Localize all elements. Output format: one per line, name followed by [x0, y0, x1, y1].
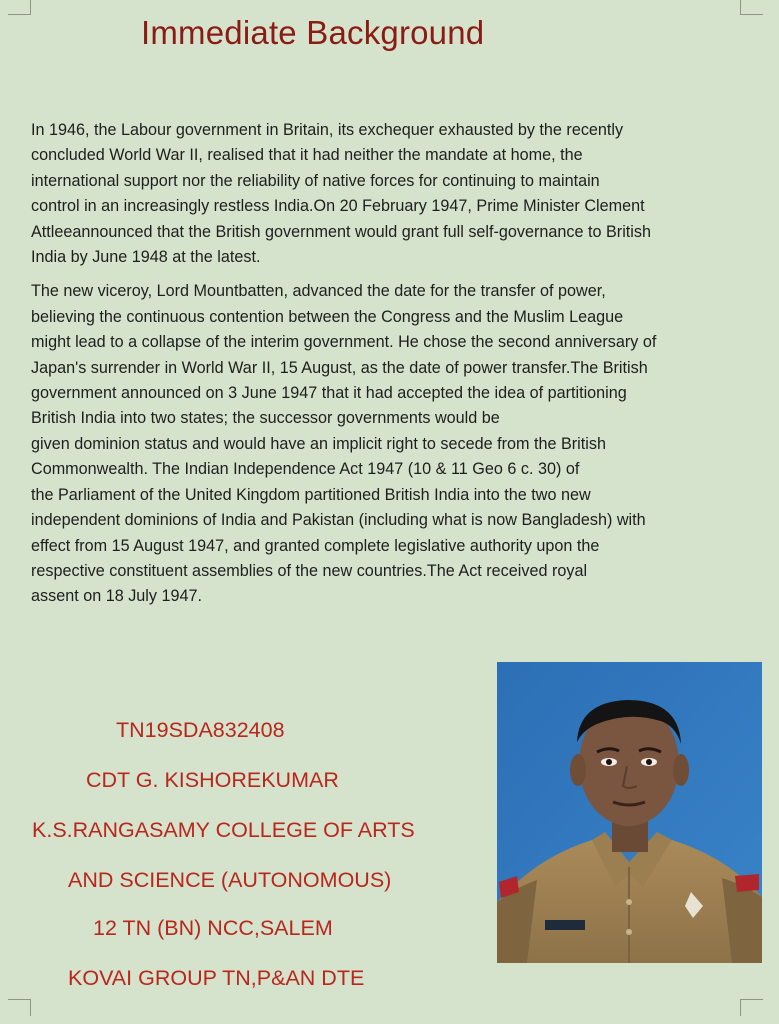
college-name-line-2: AND SCIENCE (AUTONOMOUS) — [68, 868, 392, 892]
crop-mark-top-left — [8, 0, 31, 15]
cadet-name: CDT G. KISHOREKUMAR — [86, 768, 339, 792]
body-text — [31, 118, 743, 619]
college-name-line-1: K.S.RANGASAMY COLLEGE OF ARTS — [32, 818, 415, 842]
text-line: British India into two states; the successor governments would be — [31, 409, 500, 428]
paragraph-2 — [31, 279, 743, 609]
text-line: the Parliament of the United Kingdom partitioned British India into the two new — [31, 485, 591, 504]
page-title: Immediate Background — [141, 14, 485, 51]
text-line: Commonwealth. The Indian Independence Act 1947 (10 & 11 Geo 6 c. 30) of — [31, 460, 580, 479]
ncc-group: KOVAI GROUP TN,P&AN DTE — [68, 966, 365, 990]
text-line: In 1946, the Labour government in Britain, its exchequer exhausted by the recently — [31, 121, 624, 139]
paragraph-1 — [31, 118, 743, 270]
text-line: assent on 18 July 1947. — [31, 587, 202, 606]
crop-mark-bottom-right — [740, 999, 763, 1016]
text-line: independent dominions of India and Pakistan (including what is now Bangladesh) with — [31, 511, 646, 530]
cadet-portrait-photo — [497, 662, 762, 963]
text-line: Attleeannounced that the British government would grant full self-governance to British — [31, 222, 651, 241]
text-line: respective constituent assemblies of the new countries.The Act received royal — [31, 561, 588, 580]
crop-mark-top-right — [740, 0, 763, 15]
portrait-illustration — [497, 662, 762, 963]
text-line: given dominion status and would have an implicit right to secede from the British — [31, 434, 606, 453]
text-line: might lead to a collapse of the interim government. He chose the second anniversary of — [31, 333, 657, 352]
text-line: Japan's surrender in World War II, 15 August, as the date of power transfer.The British — [31, 358, 648, 377]
text-line: government announced on 3 June 1947 that it had accepted the idea of partitioning — [31, 384, 627, 403]
text-line: India by June 1948 at the latest. — [31, 248, 261, 267]
text-line: control in an increasingly restless India.On 20 February 1947, Prime Minister Clement — [31, 197, 645, 216]
text-line: international support nor the reliability of native forces for continuing to maintain — [31, 171, 600, 190]
text-line: The new viceroy, Lord Mountbatten, advanced the date for the transfer of power, — [31, 282, 606, 301]
text-line: believing the continuous contention between the Congress and the Muslim League — [31, 307, 624, 326]
crop-mark-bottom-left — [8, 999, 31, 1016]
text-line: effect from 15 August 1947, and granted complete legislative authority upon the — [31, 536, 600, 555]
ncc-unit: 12 TN (BN) NCC,SALEM — [93, 916, 333, 940]
text-line: concluded World War II, realised that it had neither the mandate at home, the — [31, 146, 583, 165]
cadet-id: TN19SDA832408 — [116, 718, 285, 742]
